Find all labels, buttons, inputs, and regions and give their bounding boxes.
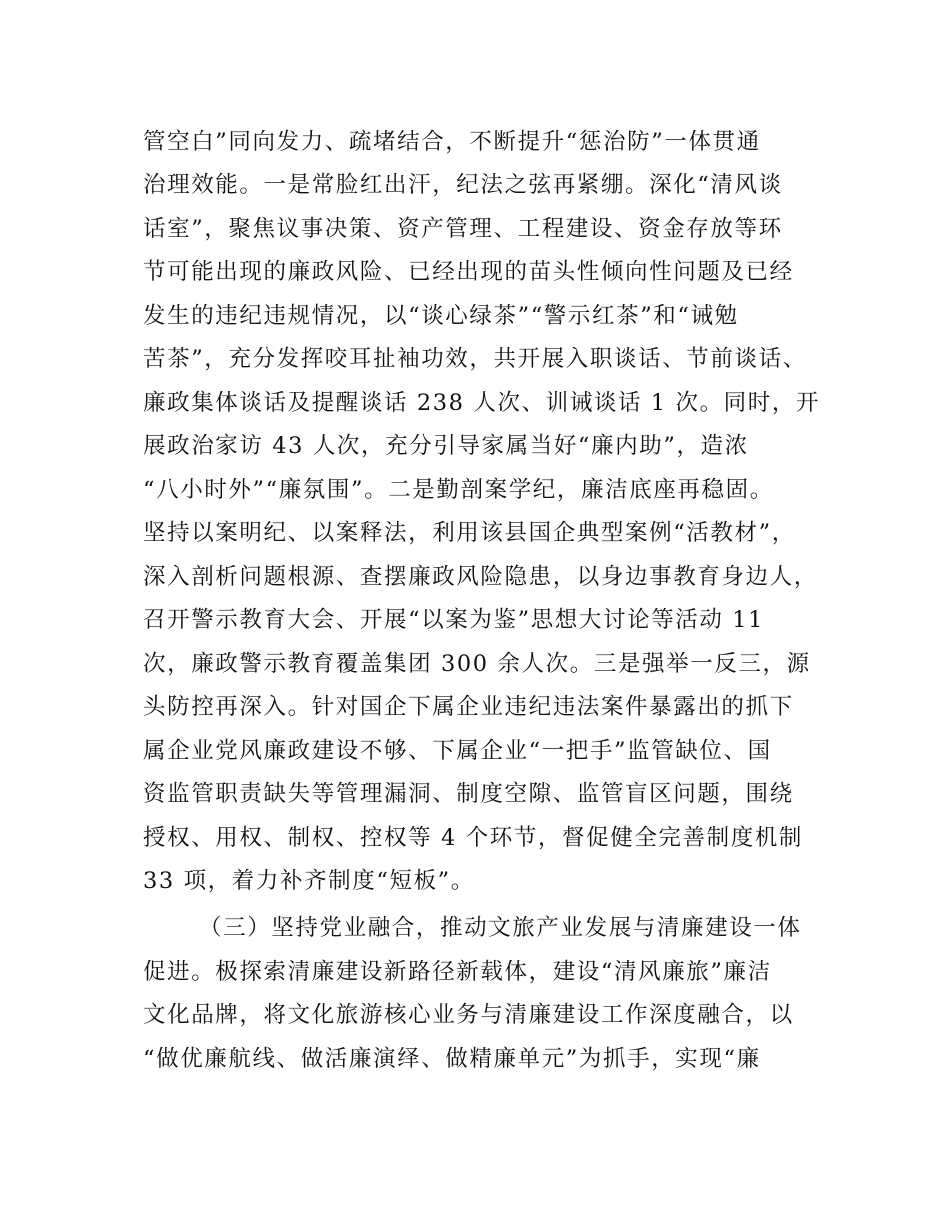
text-line: 文化品牌，将文化旅游核心业务与清廉建设工作深度融合，以 xyxy=(143,1002,794,1028)
text-line: 展政治家访 43 人次，充分引导家属当好“廉内助”，造浓 xyxy=(143,433,749,459)
text-line: 属企业党风廉政建设不够、下属企业“一把手”监管缺位、国 xyxy=(143,738,772,764)
text-line: “八小时外”“廉氛围”。二是勤剖案学纪，廉洁底座再稳固。 xyxy=(143,477,774,503)
text-line: 资监管职责缺失等管理漏洞、制度空隙、监管盲区问题，围绕 xyxy=(143,781,794,807)
text-line: 授权、用权、制权、控权等 4 个环节，督促健全完善制度机制 xyxy=(143,825,804,851)
text-line: 发生的违纪违规情况，以“谈心绿茶”“警示红茶”和“诫勉 xyxy=(143,303,739,329)
text-line: 管空白”同向发力、疏堵结合，不断提升“惩治防”一体贯通 xyxy=(143,129,761,155)
text-line: 召开警示教育大会、开展“以案为鉴”思想大讨论等活动 11 xyxy=(143,607,765,633)
text-line: 次，廉政警示教育覆盖集团 300 余人次。三是强举一反三，源 xyxy=(143,651,811,677)
text-line: 治理效能。一是常脸红出汗，纪法之弦再紧绷。深化“清风谈 xyxy=(143,172,783,198)
text-line: 廉政集体谈话及提醒谈话 238 人次、训诫谈话 1 次。同时，开 xyxy=(143,390,821,416)
section-heading-line: （三）坚持党业融合，推动文旅产业发展与清廉建设一体 xyxy=(199,915,802,941)
text-line: 33 项，着力补齐制度“短板”。 xyxy=(143,868,475,894)
text-line: 话室”，聚焦议事决策、资产管理、工程建设、资金存放等环 xyxy=(143,216,783,242)
text-line: 节可能出现的廉政风险、已经出现的苗头性倾向性问题及已经 xyxy=(143,259,794,285)
text-line: 头防控再深入。针对国企下属企业违纪违法案件暴露出的抓下 xyxy=(143,694,794,720)
text-line: 促进。极探索清廉建设新路径新载体，建设“清风廉旅”廉洁 xyxy=(143,959,772,985)
text-line: 深入剖析问题根源、查摆廉政风险隐患，以身边事教育身边人， xyxy=(143,564,818,590)
text-line: 坚持以案明纪、以案释法，利用该县国企典型案例“活教材”， xyxy=(143,520,796,546)
text-line: 苦茶”，充分发挥咬耳扯袖功效，共开展入职谈话、节前谈话、 xyxy=(143,346,807,372)
text-line: “做优廉航线、做活廉演绎、做精廉单元”为抓手，实现“廉 xyxy=(143,1046,761,1072)
